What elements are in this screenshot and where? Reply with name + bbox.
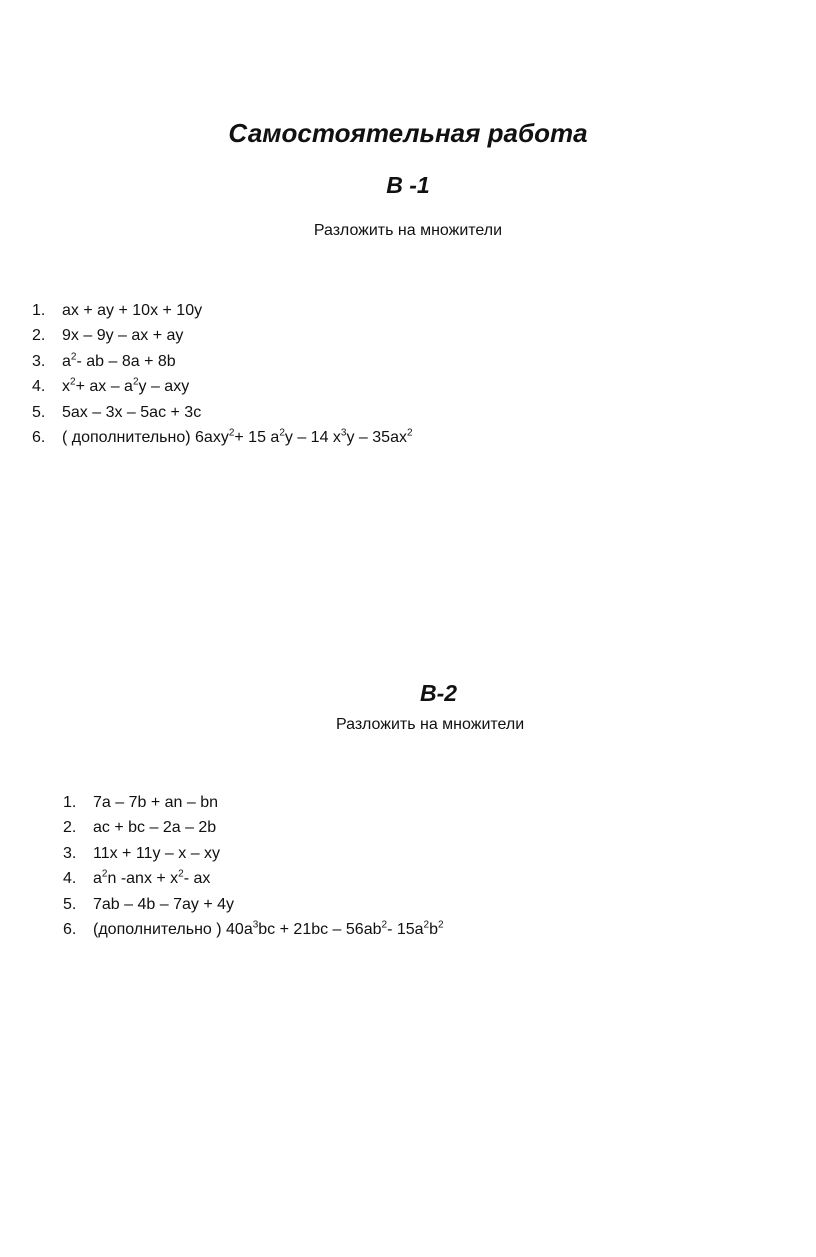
task-item xyxy=(32,349,413,374)
task-expression: $a^2-$ ab – 8a + 8b xyxy=(62,351,176,370)
task-number: 3. xyxy=(63,844,77,862)
task-number: 6. xyxy=(32,428,46,446)
task-item xyxy=(63,917,444,942)
page-title: Самостоятельная работа xyxy=(228,118,588,148)
variant-1-instruction: Разложить на множители xyxy=(313,222,503,239)
task-item xyxy=(63,866,444,891)
task-number: 4. xyxy=(32,378,46,396)
variant-1-heading: В -1 xyxy=(386,172,430,198)
task-number: 4. xyxy=(63,870,77,888)
task-item xyxy=(63,841,444,866)
task-number: 2. xyxy=(63,819,77,837)
task-number: 1. xyxy=(63,794,77,811)
task-number: 3. xyxy=(32,352,46,370)
task-expression: 9x – 9y – ax + ay xyxy=(62,327,184,345)
task-item xyxy=(32,400,413,425)
variant-2-task-list xyxy=(63,790,444,942)
task-expression: 5ax – 3x – 5ac + 3c xyxy=(62,403,202,421)
task-item xyxy=(63,815,444,840)
variant-2-heading: В-2 xyxy=(420,680,458,706)
task-number: 6. xyxy=(63,920,77,938)
task-item xyxy=(32,298,413,323)
task-expression: ax + ay + 10x + 10y xyxy=(62,302,203,319)
variant-2-instruction: Разложить на множители xyxy=(336,716,525,733)
task-number: 2. xyxy=(32,327,46,345)
task-expression: 11x + 11y – x – xy xyxy=(93,844,221,862)
task-number: 5. xyxy=(32,403,46,421)
task-item xyxy=(63,892,444,917)
task-expression: 7a – 7b + an – bn xyxy=(93,794,218,811)
variant-1-task-list xyxy=(32,298,413,450)
task-item xyxy=(32,374,413,399)
task-number: 1. xyxy=(32,302,46,319)
task-item xyxy=(32,323,413,348)
task-item xyxy=(63,790,444,815)
task-expression: $x^2+$ ax – $a^2y$ – axy xyxy=(62,376,190,396)
task-expression: 7ab – 4b – 7ay + 4y xyxy=(93,895,234,913)
task-expression: (дополнительно ) $40a^3bc + 21bc - 56ab^2-$ $15a^2b^2$ xyxy=(93,919,444,938)
task-number: 5. xyxy=(63,895,77,913)
task-item xyxy=(32,425,413,450)
task-expression: ac + bc – 2a – 2b xyxy=(93,819,217,837)
task-expression: ( дополнительно) 6axy$^2$+ 15 $a^2y - 14$ $x^3y - 35ax^2$ xyxy=(62,427,413,446)
task-expression: $a^2n$ $-anx + x^2-$ ax xyxy=(93,868,211,888)
